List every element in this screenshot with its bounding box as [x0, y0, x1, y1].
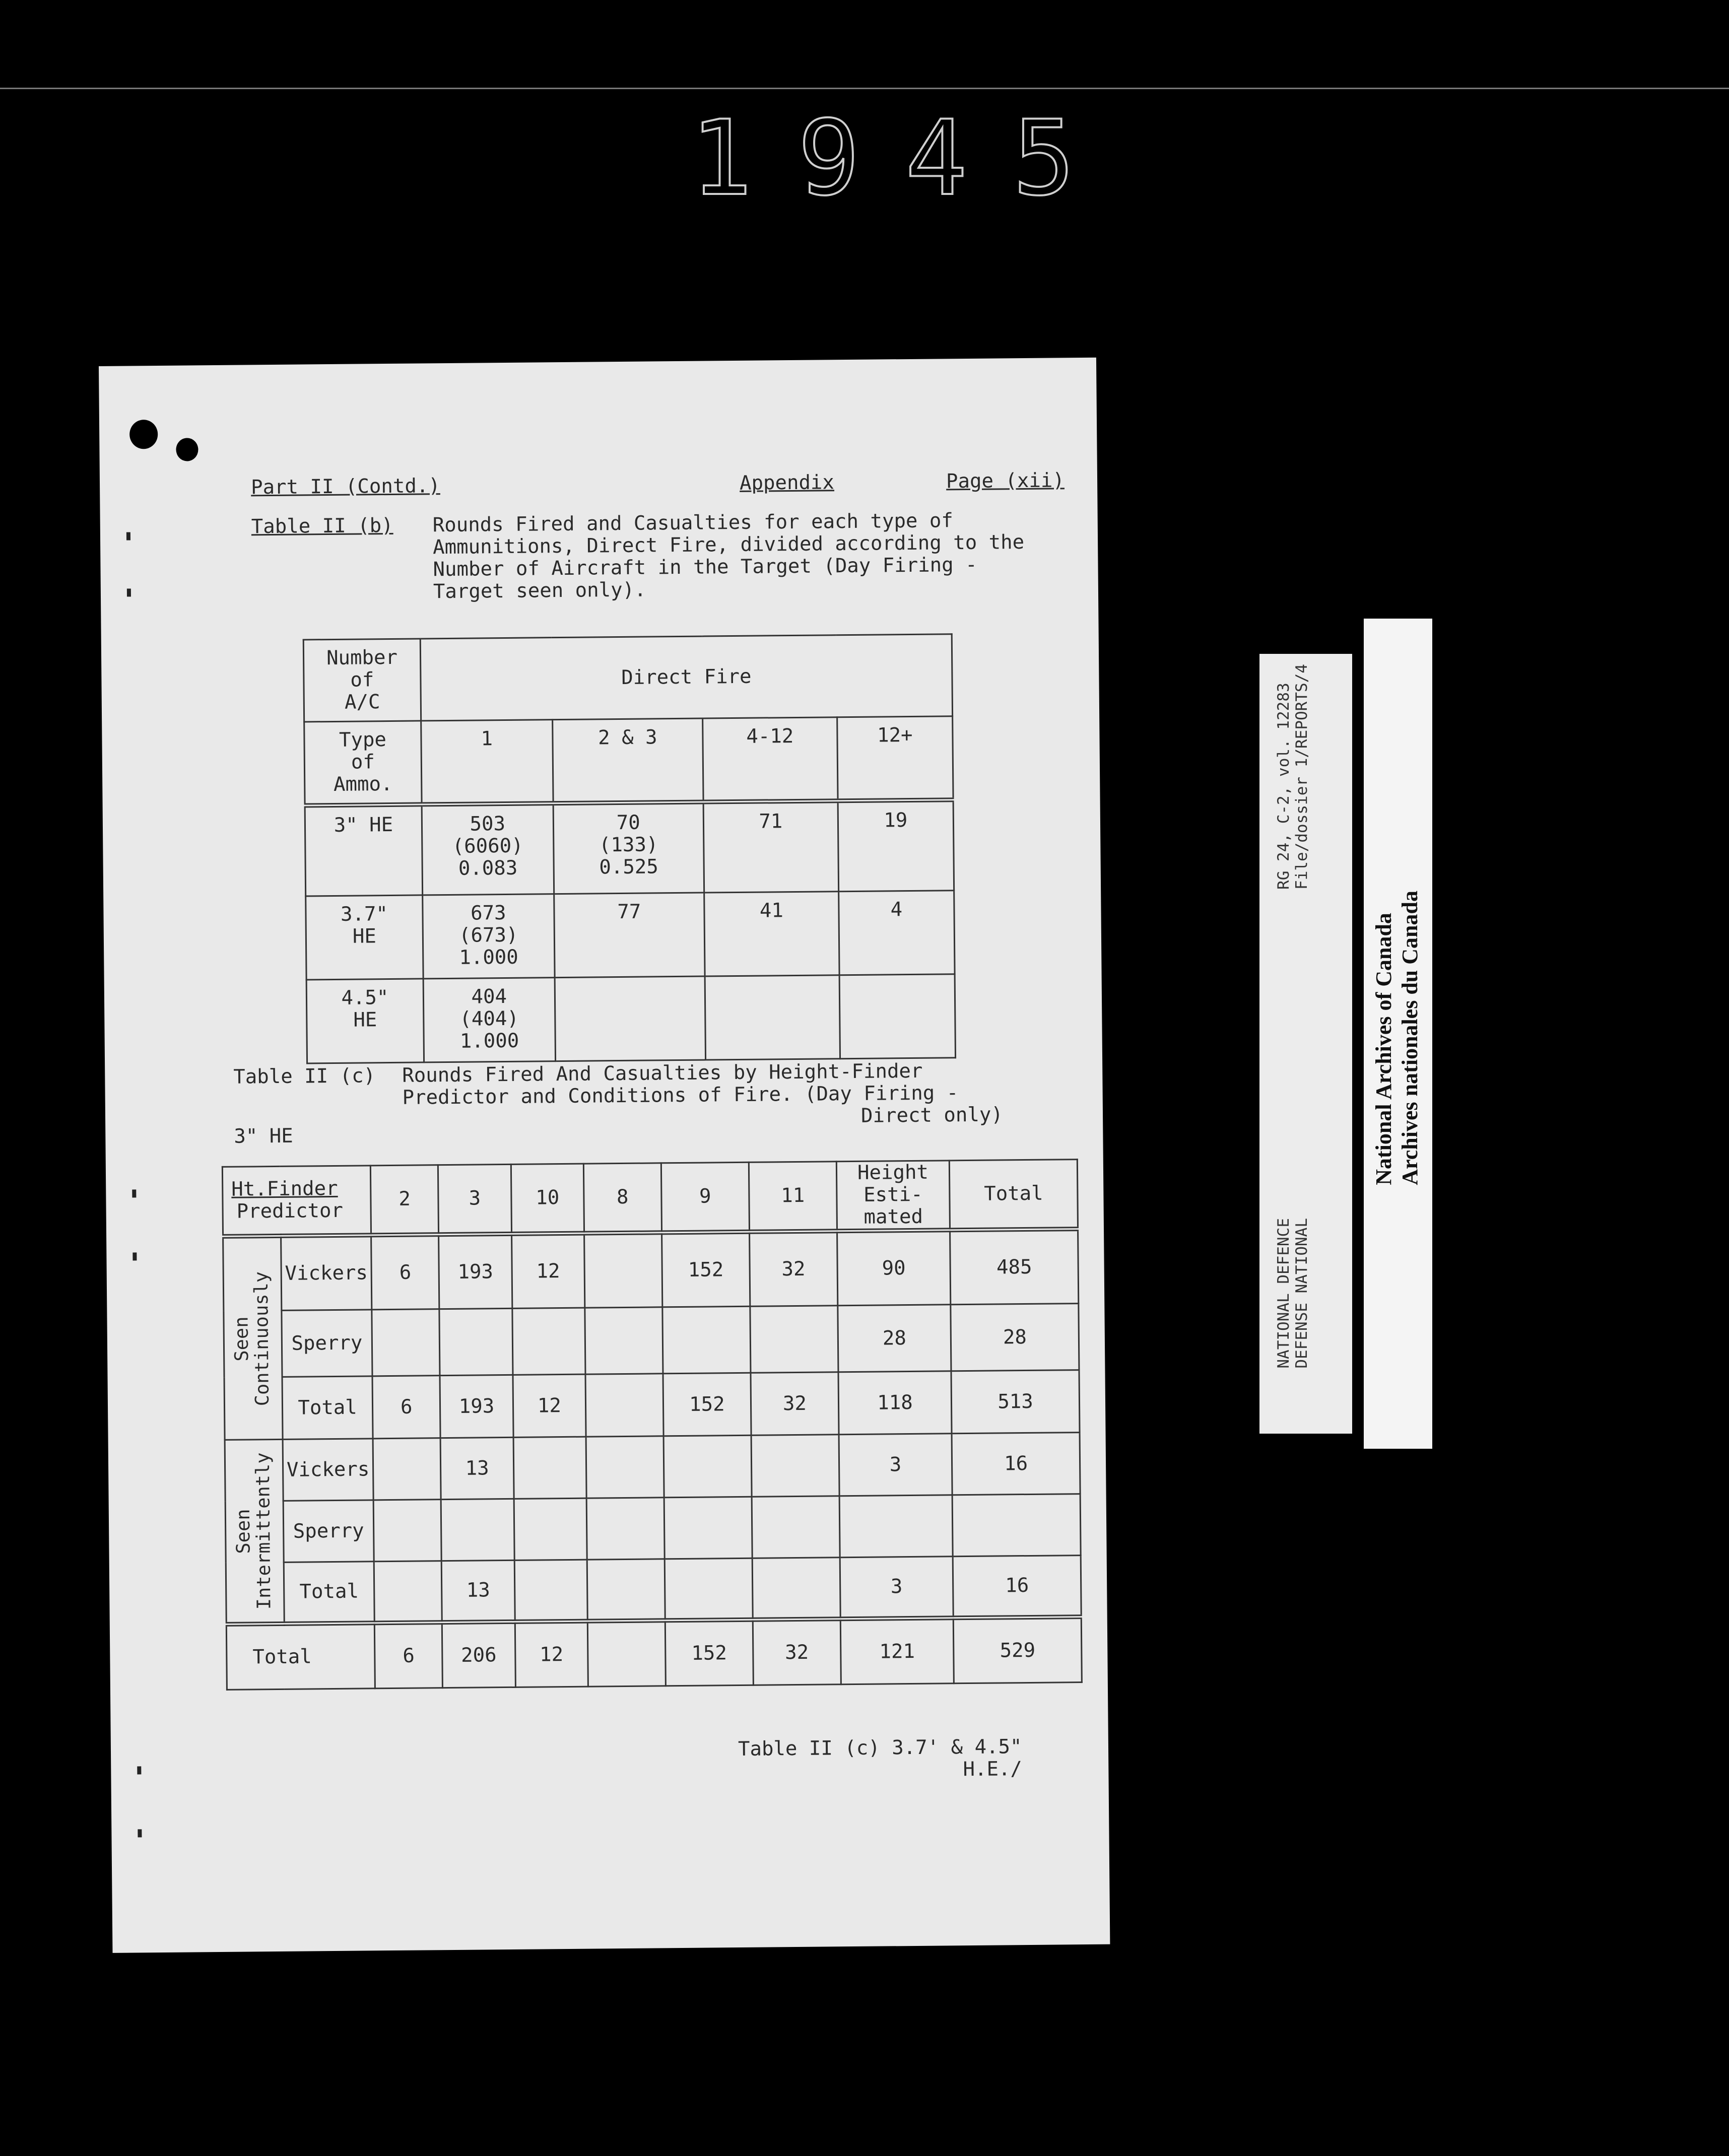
table-cell: 485: [950, 1229, 1079, 1305]
margin-mark: [137, 1766, 141, 1774]
corner-line: Number: [326, 646, 398, 670]
department-text: [1275, 1218, 1311, 1369]
row-header: Sperry: [282, 1310, 373, 1377]
corner-header-bottom: [304, 721, 422, 805]
footer-line: H.E./: [963, 1758, 1023, 1781]
table-cell: [703, 801, 838, 893]
reference-line: RG 24, C-2, vol. 12283: [1275, 683, 1293, 890]
table-b-description: [433, 509, 1025, 603]
table-cell: 152: [661, 1232, 750, 1307]
table-cell: [587, 1621, 666, 1687]
cell-line: (673): [458, 923, 518, 947]
cell-line: 503: [470, 812, 506, 836]
cell-line: (133): [598, 833, 658, 857]
table-cell: [586, 1436, 664, 1498]
cell-line: 71: [759, 810, 783, 833]
table-cell: [586, 1498, 664, 1560]
group-label-text: Seen Continuously: [230, 1271, 273, 1406]
margin-mark: [126, 532, 130, 540]
table-cell: 6: [372, 1376, 440, 1439]
corner-header-top: [303, 639, 421, 722]
corner-header: [222, 1166, 371, 1237]
table-cell: [752, 1558, 840, 1620]
description-line: Ammunitions, Direct Fire, divided according to the: [432, 530, 1025, 559]
archives-line: National Archives of Canada: [1371, 913, 1396, 1185]
table-cell: 152: [663, 1373, 751, 1436]
column-header: 1: [421, 720, 553, 804]
margin-mark: [132, 1189, 136, 1197]
table-cell: 13: [440, 1437, 513, 1499]
table-cell: 529: [953, 1617, 1082, 1683]
archives-line: Archives nationales du Canada: [1398, 891, 1422, 1185]
table-cell: [752, 1496, 840, 1559]
column-header: 12+: [837, 716, 953, 801]
row-header: [306, 979, 424, 1063]
table-cell: [585, 1307, 663, 1374]
table-cell: 3: [839, 1434, 952, 1496]
table-cell: [554, 893, 705, 978]
table-cell: 121: [840, 1618, 954, 1685]
table-cell: 12: [513, 1374, 586, 1437]
table-cell: [422, 803, 554, 895]
department-line: NATIONAL DEFENCE: [1275, 1218, 1293, 1369]
cell-line: 77: [617, 900, 641, 924]
archive-reference-label: [1259, 654, 1352, 1434]
table-cell: 3: [840, 1557, 953, 1619]
table-cell: [374, 1561, 442, 1623]
column-header: Height Esti- mated: [836, 1161, 950, 1231]
column-header: 4-12: [703, 717, 838, 802]
table-cell: [839, 1495, 953, 1558]
table-cell: 193: [440, 1375, 513, 1438]
table-cell: [704, 892, 839, 976]
table-row: [305, 800, 954, 896]
group-label: [223, 1236, 283, 1440]
table-cell: 206: [442, 1622, 516, 1688]
reference-text: [1275, 664, 1311, 890]
table-cell: [439, 1308, 513, 1375]
cell-line: 41: [759, 899, 784, 922]
table-row: [223, 1229, 1079, 1311]
table-cell: [553, 802, 704, 894]
table-c: [222, 1159, 1083, 1691]
table-cell: [839, 974, 956, 1059]
row-header-line: 3" HE: [334, 813, 393, 837]
table-cell: [423, 894, 555, 979]
description-line: Direct only): [860, 1103, 1003, 1127]
table-cell: [373, 1500, 441, 1562]
table-cell: 28: [838, 1305, 951, 1372]
table-cell: 16: [952, 1433, 1080, 1495]
header-left: Part II (Contd.): [250, 475, 440, 499]
table-cell: 118: [838, 1371, 952, 1435]
department-line: DEFENSE NATIONAL: [1293, 1218, 1311, 1369]
table-cell: [372, 1309, 440, 1376]
archives-canada-label: [1364, 619, 1432, 1449]
corner-line: of: [351, 751, 375, 774]
description-line: Number of Aircraft in the Target (Day Firing -: [433, 553, 977, 581]
table-row: [224, 1304, 1079, 1378]
table-cell: 6: [375, 1623, 443, 1689]
margin-mark: [138, 1829, 142, 1837]
table-cell: [664, 1558, 753, 1621]
table-cell: 12: [515, 1621, 588, 1687]
table-row: [306, 891, 955, 980]
table-cell: [750, 1306, 838, 1373]
punch-hole: [129, 420, 158, 449]
table-b: [303, 633, 956, 1064]
row-header-line: 3.7": [340, 903, 388, 926]
column-header: 9: [661, 1162, 749, 1233]
column-header: 8: [583, 1163, 661, 1233]
row-header-line: HE: [352, 925, 377, 948]
column-header: 2 & 3: [552, 718, 703, 803]
table-cell: 28: [951, 1304, 1079, 1371]
table-cell: [441, 1499, 514, 1561]
table-c-subheading: 3" HE: [234, 1124, 293, 1148]
cell-line: (404): [459, 1007, 519, 1031]
table-row: [226, 1556, 1081, 1625]
table-cell: [838, 891, 955, 975]
group-label-text: Seen Intermittently: [232, 1452, 275, 1610]
row-header: [306, 895, 423, 980]
row-header-line: 4.5": [341, 986, 389, 1009]
table-cell: [373, 1438, 441, 1500]
table-cell: 13: [442, 1560, 515, 1622]
row-header: Total: [226, 1623, 375, 1690]
table-cell: 32: [753, 1619, 841, 1686]
footer-note: [738, 1736, 1022, 1783]
table-cell: [587, 1559, 665, 1621]
margin-mark: [132, 1252, 137, 1260]
year-stamp: 1945: [690, 99, 1120, 219]
column-header: Total: [949, 1160, 1078, 1230]
table-cell: 90: [837, 1230, 951, 1306]
description-line: Target seen only).: [433, 578, 646, 603]
column-header: 10: [511, 1164, 584, 1234]
row-header: Sperry: [283, 1500, 374, 1563]
row-header: Vickers: [281, 1235, 372, 1311]
corner-line: Ammo.: [333, 772, 393, 796]
table-c-label: Table II (c): [233, 1064, 376, 1089]
margin-mark: [127, 588, 131, 596]
description-line: Predictor and Conditions of Fire. (Day Firing -: [402, 1082, 959, 1109]
table-cell: 6: [371, 1235, 439, 1310]
column-header: 2: [371, 1165, 439, 1235]
table-cell: [664, 1497, 752, 1559]
table-cell: [838, 800, 954, 892]
table-row: [225, 1433, 1080, 1502]
table-row: [225, 1494, 1081, 1563]
group-header: [420, 634, 952, 721]
punch-hole: [176, 438, 198, 461]
table-cell: 32: [751, 1372, 839, 1436]
corner-line: of: [350, 668, 374, 692]
reference-line: File/dossier 1/REPORTS/4: [1293, 664, 1311, 890]
corner-line: Type: [339, 728, 387, 752]
cell-line: 0.525: [599, 855, 658, 879]
description-line: Rounds Fired And Casualties by Height-Finder: [402, 1059, 923, 1087]
cell-line: 404: [471, 985, 507, 1008]
table-cell: [751, 1435, 839, 1497]
table-cell: [952, 1494, 1081, 1557]
cell-line: 19: [884, 809, 908, 832]
row-header: Vickers: [283, 1439, 373, 1501]
header-center: Appendix: [739, 471, 835, 495]
column-header: 3: [438, 1164, 512, 1234]
table-cell: 32: [749, 1231, 837, 1307]
header-right: Page (xii): [946, 469, 1065, 493]
row-header: Total: [282, 1376, 373, 1440]
table-cell: [555, 976, 706, 1061]
column-header: 11: [749, 1162, 837, 1232]
table-cell: [663, 1435, 752, 1498]
table-cell: [662, 1306, 751, 1374]
corner-line: Ht.Finder: [231, 1177, 338, 1201]
group-label: [225, 1439, 284, 1624]
table-cell: 193: [439, 1234, 512, 1309]
group-header-label: Direct Fire: [621, 665, 752, 689]
table-cell: 16: [953, 1556, 1081, 1618]
table-cell: [512, 1308, 585, 1375]
cell-line: 70: [616, 811, 640, 835]
top-rule: [0, 88, 1729, 89]
description-line: Rounds Fired and Casualties for each type of: [432, 509, 954, 537]
document-page: [99, 358, 1110, 1953]
cell-line: 4: [890, 898, 903, 921]
row-header: Total: [284, 1562, 374, 1624]
table-cell: [513, 1437, 586, 1499]
table-row: [306, 974, 955, 1063]
table-row: [224, 1370, 1080, 1440]
table-cell: 152: [665, 1620, 753, 1686]
table-cell: [584, 1233, 662, 1308]
row-header-line: HE: [353, 1008, 377, 1032]
grand-total-row: [226, 1617, 1082, 1690]
table-cell: 12: [511, 1233, 584, 1308]
archives-text: [1371, 891, 1423, 1185]
table-cell: 513: [951, 1370, 1080, 1434]
table-c-description: [402, 1059, 1003, 1131]
corner-line: A/C: [344, 691, 380, 714]
table-cell: [705, 975, 840, 1060]
cell-line: 1.000: [459, 946, 518, 969]
cell-line: 673: [470, 901, 506, 925]
table-cell: [514, 1560, 587, 1622]
cell-line: 0.083: [458, 856, 518, 880]
cell-line: 1.000: [459, 1029, 519, 1053]
table-cell: [585, 1374, 663, 1437]
cell-line: (6060): [452, 834, 523, 858]
table-cell: [514, 1498, 587, 1560]
table-b-label: Table II (b): [251, 514, 393, 538]
corner-line: Predictor: [236, 1199, 344, 1223]
table-cell: [423, 978, 555, 1062]
row-header: [305, 804, 422, 896]
footer-line: Table II (c) 3.7' & 4.5": [738, 1735, 1022, 1761]
